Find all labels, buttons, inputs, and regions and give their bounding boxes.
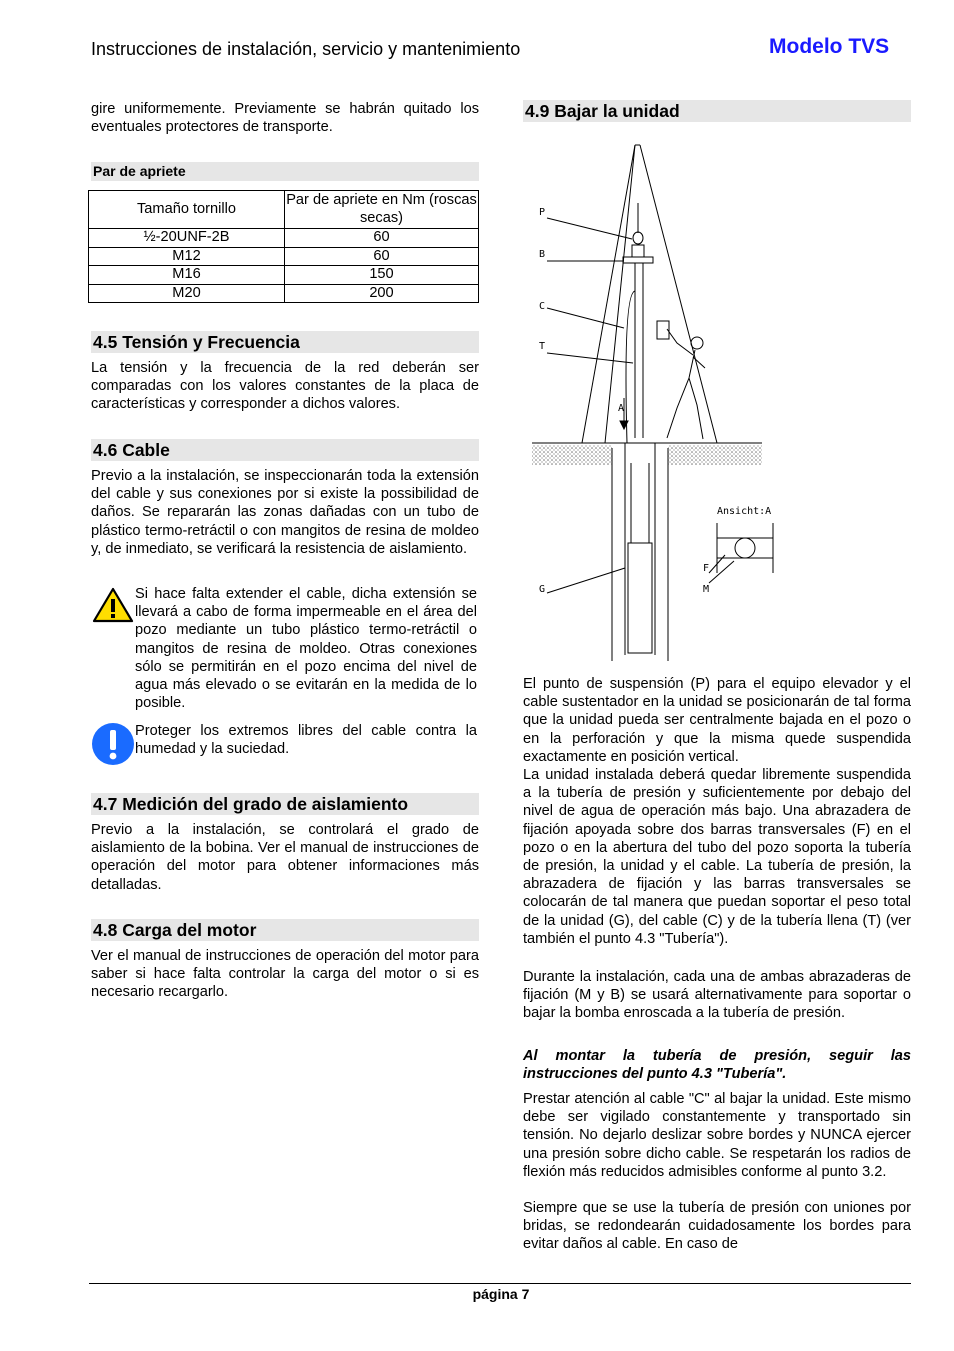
label-t: T [539,341,546,352]
table-header-row [89,191,479,229]
note-text: Proteger los extremos libres del cable contra la humedad y la suciedad. [135,723,477,758]
table-row [89,266,479,285]
page-number: página 7 [472,1286,530,1302]
table-header-cell: Par de apriete en Nm (roscas secas) [285,191,479,229]
table-cell: 60 [285,247,479,266]
table-cell: 60 [285,229,479,248]
leader-line [709,561,734,583]
torque-table-wrap [88,190,479,303]
warning-text: Si hace falta extender el cable, dicha extensión se llevará a cabo de forma impermeable en el área del pozo mediante un tubo plástico termo-retráctil o mangitos de resina de moldeo. Otras conexiones sólo se permitirán en el pozo encima del nivel de agua más elevado o se evitarán en la medida de lo posible. [135,586,477,712]
paragraph-1: El punto de suspensión (P) para el equipo elevador y el cable sustentador en la unidad se posicionarán de tal forma que la unidad pueda ser centralmente bajada en el pozo o en la perforación y que la misma quede suspendida exactamente en posición vertical. [523,676,911,765]
paragraph-5: Prestar atención al cable "C" al bajar la unidad. Este mismo debe ser vigilado constantemente y transportado sin tensión. No dejarlo deslizar sobre bordes y NUNCA ejercer una presión sobre dicho cable. Se respetarán los radios de flexión más reducidos admisibles conforme al punto 3.2. [523,1091,911,1180]
table-cell: 150 [285,266,479,285]
exclamation-icon [91,722,135,773]
label-m: M [703,584,710,595]
label-c: C [539,301,546,312]
section-text-4-6: Previo a la instalación, se inspeccionarán toda la extensión del cable y sus conexiones por si existe la possibilidad de daños. Se repararán las zonas dañadas con un tubo de plástico termo-retráctil o con mangitos de resina de moldeo y, de inmediato, se verificará la resistencia de aislamiento. [91,468,479,557]
warning-icon [91,585,135,712]
page-footer [0,1285,954,1303]
section-text-4-7: Previo a la instalación, se controlará el grado de aislamiento de la bobina. Ver el manual de instrucciones de operación del motor para obtener informaciones más detalladas. [91,822,479,893]
note-block [91,722,477,773]
label-b: B [539,249,546,260]
paragraph-6: Siempre que se use la tubería de presión con uniones por bridas, se redondearán cuidadosamente los bordes para evitar daños al cable. En caso de [523,1200,911,1253]
label-a: A [618,403,625,414]
table-header-cell: Tamaño tornillo [89,191,285,229]
document-title: Instrucciones de instalación, servicio y mantenimiento [91,39,521,59]
intro-paragraph: gire uniformemente. Previamente se habrán quitado los eventuales protectores de transporte. [91,101,479,136]
tripod-leg [640,145,717,443]
table-row [89,247,479,266]
leader-line [547,353,633,363]
table-cell: M16 [89,266,285,285]
model-name: Modelo TVS [769,35,890,58]
section-heading-4-5: 4.5 Tensión y Frecuencia [91,331,479,353]
table-cell: M20 [89,284,285,303]
torque-heading: Par de apriete [91,162,479,181]
label-g: G [539,584,546,595]
table-cell: ½-20UNF-2B [89,229,285,248]
leader-line [547,568,625,593]
section-heading-4-7: 4.7 Medición del grado de aislamiento [91,793,479,815]
section-text-4-5: La tensión y la frecuencia de la red deberán ser comparadas con los valores constantes de la placa de características y corresponder a dichos valores. [91,360,479,413]
section-text-4-8: Ver el manual de instrucciones de operación del motor para saber si hace falta controlar la carga del motor o si es necesario recargarlo. [91,948,479,1001]
installation-diagram [527,143,797,663]
table-cell: 200 [285,284,479,303]
section-heading-4-6: 4.6 Cable [91,439,479,461]
label-view: Ansicht:A [717,506,772,517]
leader-line [547,218,632,239]
section-heading-4-8: 4.8 Carga del motor [91,919,479,941]
paragraph-2: La unidad instalada deberá quedar libremente suspendida a la tubería de presión y suficientemente por debajo del nivel de agua de operación más bajo. Una abrazadera de fijación apoyada sobre dos barras transversales (F) en el pozo o en la abertura del tubo del pozo soporta la tubería de presión, la unidad y el cable. La tubería de presión, la abrazadera de fijación y las barras transversales se colocarán de tal manera que puedan soportar el peso total de la unidad (G), del cable (C) y de la tubería llena (T) (ver también el punto 4.3 "Tubería"). [523,767,911,947]
tripod-leg [582,145,635,443]
torque-table [88,190,479,303]
tripod-leg [605,145,635,443]
table-row [89,284,479,303]
table-row [89,229,479,248]
paragraph-4-bold: Al montar la tubería de presión, seguir las instrucciones del punto 4.3 "Tubería". [523,1048,911,1083]
section-heading-4-9: 4.9 Bajar la unidad [523,100,911,122]
label-f: F [703,563,710,574]
paragraph-3: Durante la instalación, cada una de ambas abrazaderas de fijación (M y B) se usará alternativamente para soportar o bajar la bomba enroscada a la tubería de presión. [523,969,911,1022]
installation-figure [527,143,797,668]
table-cell: M12 [89,247,285,266]
warning-block [91,585,477,712]
footer-rule [89,1283,911,1284]
label-p: P [539,207,546,218]
leader-line [547,308,624,328]
